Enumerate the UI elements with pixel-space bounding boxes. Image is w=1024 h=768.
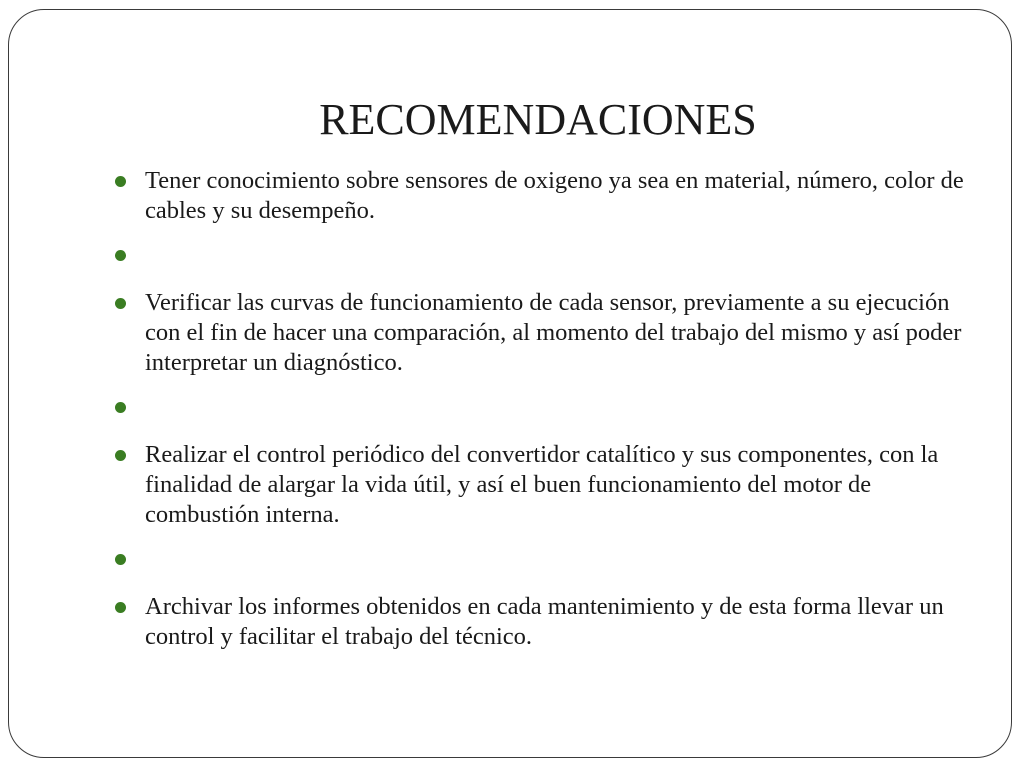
- bullet-item-1: [145, 166, 975, 226]
- bullet-dot-icon: [115, 176, 126, 187]
- bullet-dot-icon: [115, 250, 126, 261]
- bullet-item-4: [145, 392, 975, 422]
- bullet-dot-icon: [115, 402, 126, 413]
- bullet-item-7: [145, 592, 975, 652]
- bullet-dot-icon: [115, 554, 126, 565]
- bullet-dot-icon: [115, 602, 126, 613]
- bullet-text: Archivar los informes obtenidos en cada mantenimiento y de esta forma llevar un control y facilitar el trabajo del técnico.: [145, 593, 944, 650]
- bullet-dot-icon: [115, 298, 126, 309]
- bullet-text: Tener conocimiento sobre sensores de oxigeno ya sea en material, número, color de cables y su desempeño.: [145, 167, 964, 224]
- bullet-text: Verificar las curvas de funcionamiento de cada sensor, previamente a su ejecución con el fin de hacer una comparación, al momento del trabajo del mismo y así poder interpretar un diagnóstico.: [145, 289, 962, 376]
- bullet-item-2: [145, 240, 975, 270]
- bullet-item-3: [145, 288, 975, 378]
- bullet-item-5: [145, 440, 975, 530]
- bullet-list: [145, 166, 975, 666]
- bullet-item-6: [145, 544, 975, 574]
- bullet-dot-icon: [115, 450, 126, 461]
- slide-title: RECOMENDACIONES: [319, 95, 757, 144]
- bullet-text: Realizar el control periódico del convertidor catalítico y sus componentes, con la finalidad de alargar la vida útil, y así el buen funcionamiento del motor de combustión interna.: [145, 441, 939, 528]
